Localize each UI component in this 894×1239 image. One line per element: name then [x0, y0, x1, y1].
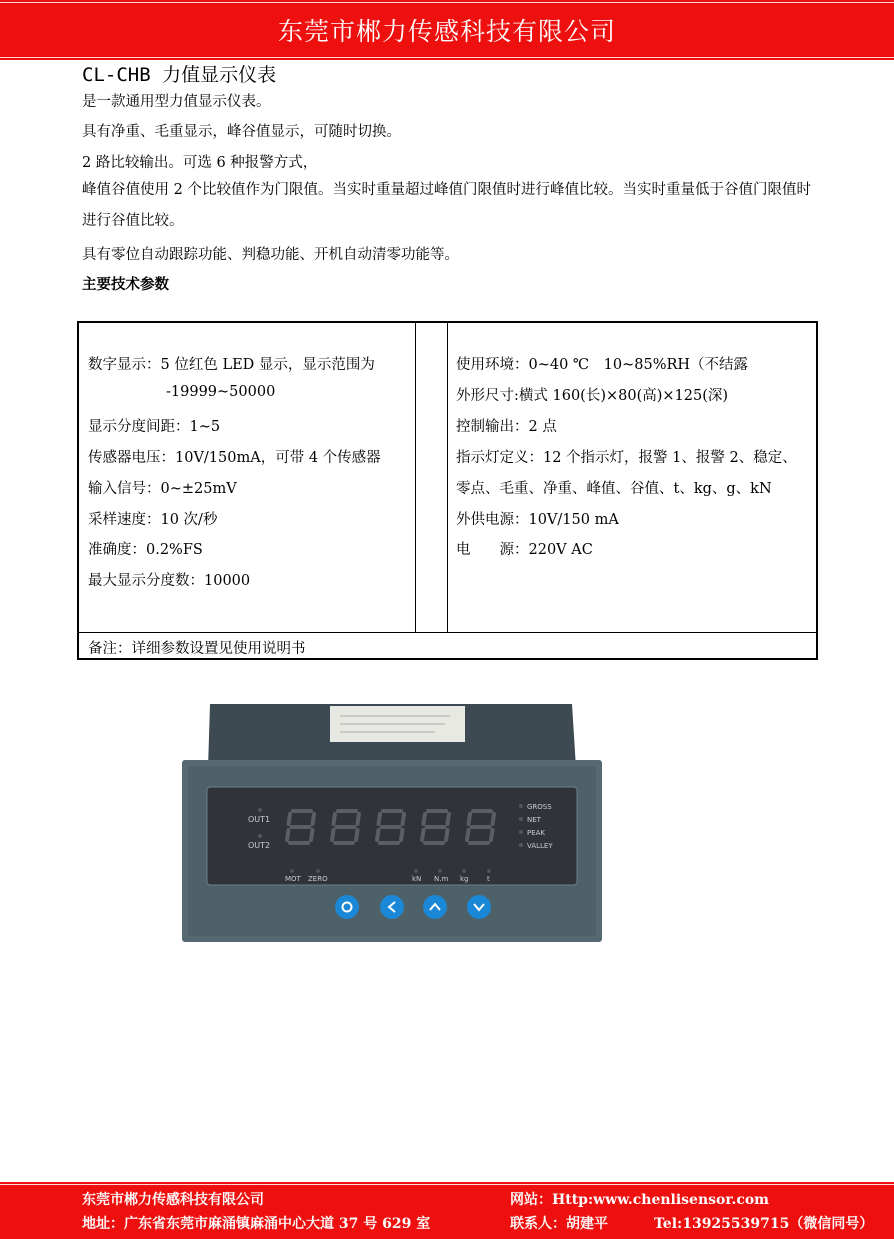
- led-segment: [422, 830, 424, 840]
- led-segment: [424, 814, 426, 824]
- led-segment: [493, 814, 495, 824]
- led-segment: [446, 830, 448, 840]
- up-button[interactable]: [423, 895, 447, 919]
- page-header: [0, 0, 894, 60]
- spec-left-item: 输入信号：0~±25mV: [88, 481, 237, 497]
- footer-tel: Tel:13925539715（微信同号）: [654, 1216, 874, 1232]
- table-divider: [415, 323, 416, 632]
- led-segment: [332, 830, 334, 840]
- header-rule: [0, 2, 894, 3]
- spec-right-item: 外供电源：10V/150 mA: [456, 512, 619, 528]
- led-segment: [491, 830, 493, 840]
- status-label: VALLEY: [527, 842, 553, 850]
- company-title: 东莞市郴力传感科技有限公司: [277, 17, 616, 46]
- led-segment: [379, 814, 381, 824]
- intro-paragraph: 是一款通用型力值显示仪表。: [82, 94, 271, 110]
- header-rule: [0, 57, 894, 58]
- table-divider: [447, 323, 448, 632]
- footer-rule: [0, 1184, 894, 1185]
- led-segment: [311, 830, 313, 840]
- device-photo: [180, 700, 605, 945]
- led-segment: [313, 814, 315, 824]
- spec-table: [77, 321, 818, 660]
- spec-right-item: 零点、毛重、净重、峰值、谷值、t、kg、g、kN: [456, 481, 772, 497]
- intro-paragraph: 峰值谷值使用 2 个比较值作为门限值。当实时重量超过峰值门限值时进行峰值比较。当实时重量低于谷值门限值时进行谷值比较。: [82, 182, 811, 229]
- product-title: CL-CHB 力值显示仪表: [82, 64, 277, 86]
- indicator-label: MOT: [285, 875, 301, 883]
- spec-left-item: 传感器电压：10V/150mA，可带 4 个传感器: [88, 450, 381, 466]
- unit-label: N.m: [434, 875, 449, 883]
- unit-label: t: [487, 875, 490, 883]
- spec-right-item: 使用环境：0~40 ℃ 10~85%RH（不结露: [456, 357, 749, 373]
- table-divider: [79, 632, 816, 633]
- unit-label: kN: [412, 875, 422, 883]
- intro-paragraph: 2 路比较输出。可选 6 种报警方式，: [82, 155, 318, 171]
- intro-paragraph: 具有零位自动跟踪功能、判稳功能、开机自动清零功能等。: [82, 247, 459, 263]
- page-footer: [0, 1182, 894, 1239]
- display-window: [207, 787, 577, 885]
- enter-button[interactable]: [335, 895, 359, 919]
- spec-left-item: 采样速度：10 次/秒: [88, 512, 218, 528]
- out-label: OUT2: [248, 841, 271, 850]
- led-segment: [377, 830, 379, 840]
- spec-right-item: 外形尺寸:横式 160(长)×80(高)×125(深): [456, 388, 729, 404]
- out-label: OUT1: [248, 815, 271, 824]
- unit-label: kg: [460, 875, 469, 883]
- spec-left-item: 显示分度间距：1~5: [88, 419, 221, 435]
- status-label: NET: [527, 816, 541, 824]
- led-segment: [448, 814, 450, 824]
- led-segment: [287, 830, 289, 840]
- led-segment: [358, 814, 360, 824]
- spec-right-item: 指示灯定义：12 个指示灯，报警 1、报警 2、稳定、: [456, 450, 797, 466]
- spec-left-item: -19999~50000: [166, 384, 276, 400]
- footer-address: 地址：广东省东莞市麻涌镇麻涌中心大道 37 号 629 室: [82, 1216, 431, 1232]
- spec-left-item: 数字显示：5 位红色 LED 显示，显示范围为: [88, 357, 375, 373]
- indicator-label: ZERO: [308, 875, 328, 883]
- specs-heading: 主要技术参数: [82, 276, 169, 293]
- led-segment: [403, 814, 405, 824]
- spec-left-item: 最大显示分度数：10000: [88, 573, 251, 589]
- led-segment: [356, 830, 358, 840]
- led-segment: [467, 830, 469, 840]
- footer-contact: 联系人：胡建平: [510, 1216, 608, 1232]
- led-segment: [401, 830, 403, 840]
- status-label: GROSS: [527, 803, 552, 811]
- intro-paragraph: 具有净重、毛重显示，峰谷值显示，可随时切换。: [82, 124, 401, 140]
- down-button[interactable]: [467, 895, 491, 919]
- led-segment: [334, 814, 336, 824]
- spec-right-item: 电 源：220V AC: [456, 542, 593, 558]
- left-button[interactable]: [380, 895, 404, 919]
- led-segment: [469, 814, 471, 824]
- footer-company: 东莞市郴力传感科技有限公司: [82, 1192, 264, 1208]
- status-label: PEAK: [527, 829, 546, 837]
- footer-website: 网站：Http:www.chenlisensor.com: [510, 1192, 769, 1208]
- spec-note: 备注：详细参数设置见使用说明书: [88, 641, 306, 657]
- led-segment: [289, 814, 291, 824]
- spec-left-item: 准确度：0.2%FS: [88, 542, 203, 558]
- spec-right-item: 控制输出：2 点: [456, 419, 557, 435]
